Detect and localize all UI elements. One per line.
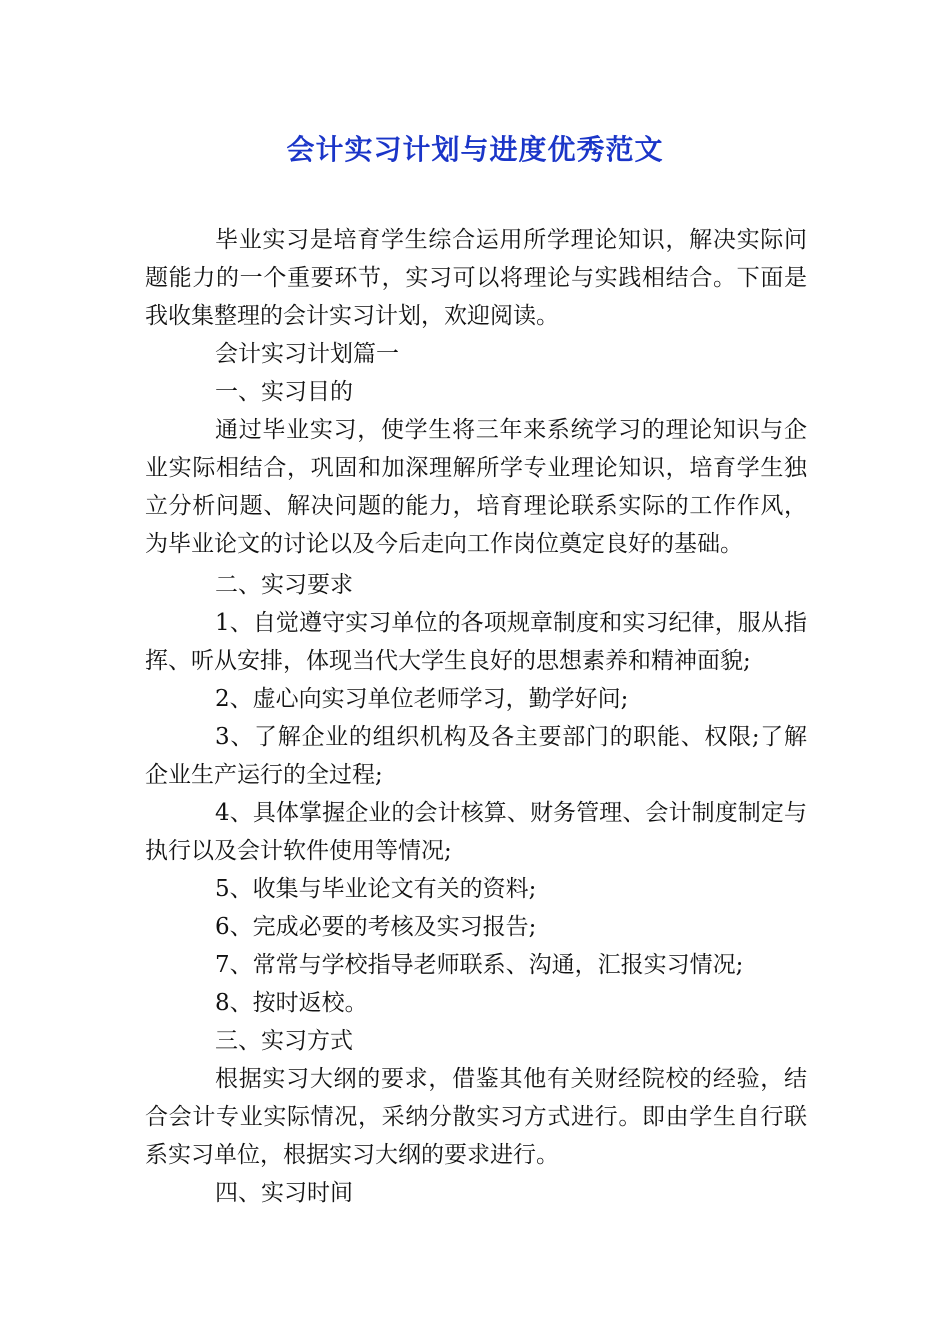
paragraph-intro: 毕业实习是培育学生综合运用所学理论知识，解决实际问题能力的一个重要环节，实习可以将理论与实践相结合。下面是我收集整理的会计实习计划，欢迎阅读。 (145, 227, 807, 329)
section-heading-requirements: 二、实习要求 (215, 572, 353, 598)
document-body (145, 221, 807, 1212)
requirement-item-7: 7、常常与学校指导老师联系、沟通，汇报实习情况; (215, 952, 744, 978)
section-heading-time: 四、实习时间 (215, 1180, 353, 1206)
requirement-item-4: 4、具体掌握企业的会计核算、财务管理、会计制度制定与执行以及会计软件使用等情况; (145, 800, 807, 864)
requirement-item-5: 5、收集与毕业论文有关的资料; (215, 876, 537, 902)
requirement-item-6: 6、完成必要的考核及实习报告; (215, 914, 537, 940)
paragraph-purpose: 通过毕业实习，使学生将三年来系统学习的理论知识与企业实际相结合，巩固和加深理解所学专业理论知识，培育学生独立分析问题、解决问题的能力，培育理论联系实际的工作作风，为毕业论文的讨论以及今后走向工作岗位奠定良好的基础。 (145, 417, 807, 557)
requirement-item-3: 3、了解企业的组织机构及各主要部门的职能、权限;了解企业生产运行的全过程; (145, 724, 807, 788)
section-heading-purpose: 一、实习目的 (215, 379, 353, 405)
requirement-item-1: 1、自觉遵守实习单位的各项规章制度和实习纪律，服从指挥、听从安排，体现当代大学生良好的思想素养和精神面貌; (145, 610, 807, 674)
paragraph-plan-heading: 会计实习计划篇一 (215, 341, 399, 367)
section-heading-method: 三、实习方式 (215, 1028, 353, 1054)
requirement-item-8: 8、按时返校。 (215, 990, 368, 1016)
requirement-item-2: 2、虚心向实习单位老师学习，勤学好问; (215, 686, 629, 712)
paragraph-method: 根据实习大纲的要求，借鉴其他有关财经院校的经验，结合会计专业实际情况，采纳分散实习方式进行。即由学生自行联系实习单位，根据实习大纲的要求进行。 (145, 1066, 807, 1168)
document-title: 会计实习计划与进度优秀范文 (286, 133, 664, 166)
